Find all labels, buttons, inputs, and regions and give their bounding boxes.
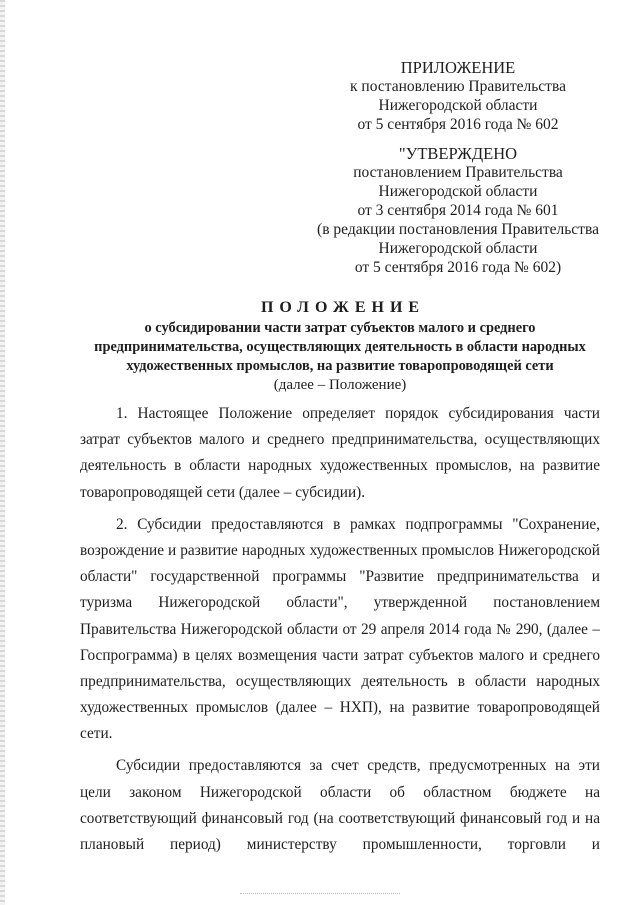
document-alias-note: (далее – Положение) <box>273 377 407 393</box>
paragraph-line: возрождение и развитие народных художественных промыслов Нижегородской <box>80 541 600 559</box>
document-title: ПОЛОЖЕНИЕ <box>260 299 426 316</box>
approval-line: от 3 сентября 2014 года № 601 <box>357 202 559 219</box>
document-subtitle-line: художественных промыслов, на развитие товаропроводящей сети <box>126 358 554 374</box>
paragraph-line: Субсидии предоставляются за счет средств, предусмотренных на эти <box>116 757 600 775</box>
document-subtitle-line: о субсидировании части затрат субъектов малого и среднего <box>144 320 536 336</box>
paragraph-line: цели законом Нижегородской области об областном бюджете на <box>80 783 600 801</box>
paragraph-last-line: товаропроводящей сети (далее – субсидии). <box>80 483 366 501</box>
appendix-title: ПРИЛОЖЕНИЕ <box>400 58 516 77</box>
appendix-line: к постановлению Правительства <box>350 78 566 95</box>
paragraph-2 <box>80 512 600 748</box>
paragraph-last-line: сети. <box>80 725 113 743</box>
document-subtitle-line: предпринимательства, осуществляющих деятельность в области народных <box>94 339 586 355</box>
paragraph-line: Госпрограмма) в целях возмещения части затрат субъектов малого и среднего <box>80 646 600 664</box>
paragraph-line: затрат субъектов малого и среднего предпринимательства, осуществляющих <box>80 431 600 449</box>
paragraph-line: 1. Настоящее Положение определяет порядок субсидирования части <box>116 405 600 422</box>
document-heading <box>80 297 600 395</box>
approval-line: (в редакции постановления Правительства <box>317 221 599 238</box>
paragraph-line: соответствующий финансовый год (на соответствующий финансовый год и на <box>80 809 600 827</box>
approval-line: постановлением Правительства <box>353 164 563 181</box>
document-body <box>80 401 600 858</box>
paragraph-1 <box>80 401 600 506</box>
paragraph-line: Правительства Нижегородской области от 29 апреля 2014 года № 290, (далее – <box>80 620 600 638</box>
scan-edge <box>0 0 5 905</box>
paragraph-line: предпринимательства, осуществляющих деятельность в области народных <box>80 672 600 690</box>
paragraph-line: художественных промыслов (далее – НХП), на развитие товаропроводящей <box>80 699 600 717</box>
paragraph-line: области" государственной программы "Развитие предпринимательства и <box>80 568 600 586</box>
approval-line: "УТВЕРЖДЕНО <box>398 144 518 163</box>
paragraph-line: туризма Нижегородской области", утвержденной постановлением <box>80 594 600 612</box>
paragraph-3 <box>80 753 600 858</box>
paragraph-line: плановый период) министерству промышленности, торговли и <box>80 836 600 853</box>
approval-line: от 5 сентября 2016 года № 602) <box>354 259 562 276</box>
approval-line: Нижегородской области <box>378 240 538 257</box>
paragraph-line: 2. Субсидии предоставляются в рамках подпрограммы "Сохранение, <box>116 515 600 533</box>
approval-block <box>300 144 616 277</box>
appendix-block <box>300 58 616 134</box>
scan-artifact <box>240 893 400 895</box>
appendix-line: Нижегородской области <box>378 97 538 114</box>
paragraph-line: деятельность в области народных художественных промыслов, на развитие <box>80 457 600 475</box>
appendix-line: от 5 сентября 2016 года № 602 <box>357 116 559 133</box>
approval-line: Нижегородской области <box>378 183 538 200</box>
